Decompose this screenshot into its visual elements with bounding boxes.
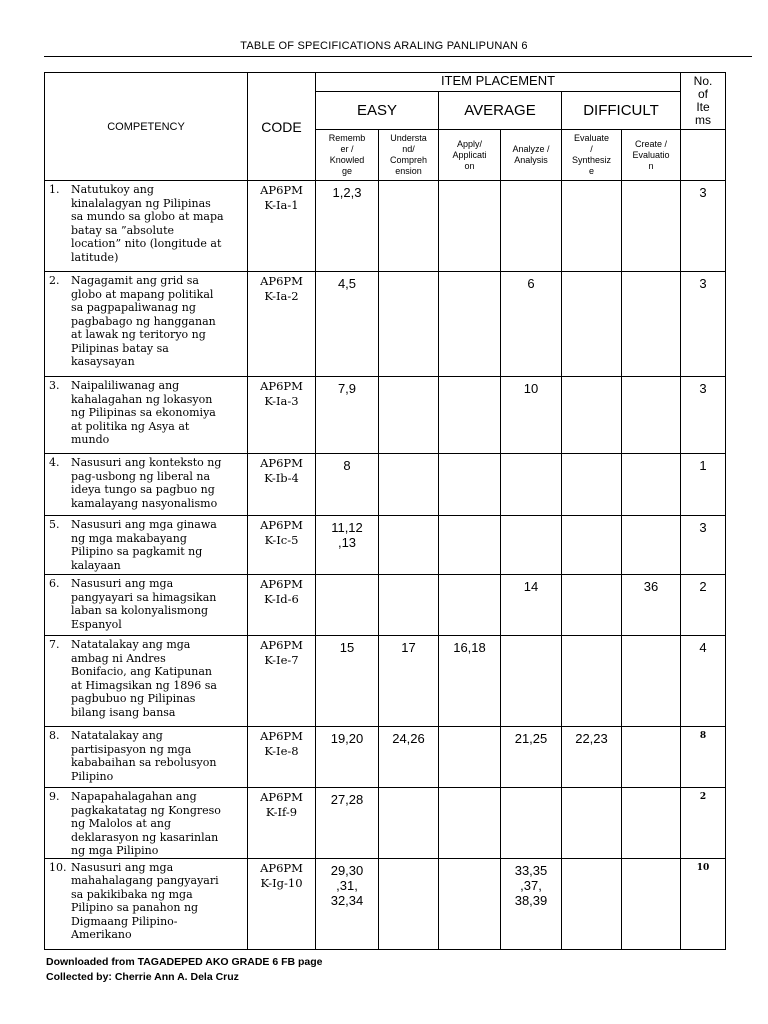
code-cell: AP6PM K-Ie-7 [248,636,316,727]
item-create-cell: 36 [622,575,681,636]
item-evaluate-cell [562,575,622,636]
no-of-items-cell: 3 [681,272,726,377]
item-apply-cell [439,788,501,859]
header-level-evaluate: Evaluate / Synthesiz e [562,130,622,181]
item-analyze-cell [501,636,562,727]
competency-text: Naipaliliwanag ang kahalagahan ng lokasyon ng Pilipinas sa ekonomiya at politika ng Asya at mundo [71,379,216,446]
item-create-cell [622,181,681,272]
table-row [45,788,726,859]
no-of-items-cell: 10 [681,858,726,949]
no-of-items-cell: 1 [681,454,726,516]
item-analyze-cell: 10 [501,377,562,454]
competency-cell [45,727,248,788]
no-of-items-cell: 8 [681,727,726,788]
item-remember-cell: 1,2,3 [316,181,379,272]
item-understand-cell [379,858,439,949]
item-analyze-cell [501,516,562,575]
item-understand-cell: 17 [379,636,439,727]
item-apply-cell [439,727,501,788]
competency-cell [45,516,248,575]
item-remember-cell: 19,20 [316,727,379,788]
competency-cell [45,454,248,516]
item-understand-cell [379,454,439,516]
code-cell: AP6PM K-Ia-1 [248,181,316,272]
table-row [45,516,726,575]
item-create-cell [622,272,681,377]
competency-number: 9. [49,790,60,803]
item-remember-cell [316,575,379,636]
item-evaluate-cell [562,377,622,454]
item-analyze-cell: 21,25 [501,727,562,788]
item-apply-cell [439,377,501,454]
header-no-of-items: No. of Ite ms [681,73,726,130]
item-understand-cell [379,788,439,859]
code-cell: AP6PM K-Ic-5 [248,516,316,575]
item-apply-cell [439,181,501,272]
header-easy: EASY [316,92,439,130]
item-remember-cell: 29,30 ,31, 32,34 [316,858,379,949]
code-cell: AP6PM K-Ia-2 [248,272,316,377]
item-understand-cell [379,181,439,272]
item-create-cell [622,636,681,727]
item-create-cell [622,377,681,454]
code-cell: AP6PM K-If-9 [248,788,316,859]
item-evaluate-cell: 22,23 [562,727,622,788]
header-level-blank [681,130,726,181]
code-cell: AP6PM K-Id-6 [248,575,316,636]
competency-text: Natatalakay ang partisipasyon ng mga kababaihan sa rebolusyon Pilipino [71,729,217,783]
header-difficult: DIFFICULT [562,92,681,130]
competency-cell [45,636,248,727]
table-row [45,858,726,949]
item-remember-cell: 8 [316,454,379,516]
header-competency: COMPETENCY [45,73,248,181]
competency-number: 5. [49,518,60,531]
item-evaluate-cell [562,272,622,377]
header-item-placement: ITEM PLACEMENT [316,73,681,92]
competency-text: Napapahalagahan ang pagkakatatag ng Kongreso ng Malolos at ang deklarasyon ng kasarinlan ng mga Pilipino [71,790,221,857]
competency-text: Nagagamit ang grid sa globo at mapang politikal sa pagpapaliwanag ng pagbabago ng hangganan at lawak ng teritoryo ng Pilipinas batay sa kasaysayan [71,274,216,368]
item-apply-cell [439,858,501,949]
item-evaluate-cell [562,454,622,516]
competency-text: Nasusuri ang mga mahahalagang pangyayari sa pakikibaka ng mga Pilipino sa panahon ng Digmaang Pilipino- Amerikano [71,860,219,941]
item-analyze-cell: 14 [501,575,562,636]
code-cell: AP6PM K-Ie-8 [248,727,316,788]
competency-number: 8. [49,729,60,742]
item-understand-cell: 24,26 [379,727,439,788]
header-level-analyze: Analyze / Analysis [501,130,562,181]
item-analyze-cell: 33,35 ,37, 38,39 [501,858,562,949]
code-cell: AP6PM K-Ia-3 [248,377,316,454]
table-row [45,636,726,727]
no-of-items-cell: 3 [681,181,726,272]
competency-cell [45,858,248,949]
competency-text: Nasusuri ang konteksto ng pag-usbong ng liberal na ideya tungo sa pagbuo ng kamalayang nasyonalismo [71,456,222,510]
no-of-items-cell: 2 [681,788,726,859]
footer-download-note: Downloaded from TAGADEPED AKO GRADE 6 FB page [46,956,323,968]
item-remember-cell: 4,5 [316,272,379,377]
header-level-understand: Understa nd/ Compreh ension [379,130,439,181]
header-level-remember: Rememb er / Knowled ge [316,130,379,181]
competency-text: Nasusuri ang mga pangyayari sa himagsikan laban sa kolonyalismong Espanyol [71,577,217,631]
item-create-cell [622,727,681,788]
table-row [45,454,726,516]
item-evaluate-cell [562,516,622,575]
header-level-create: Create / Evaluatio n [622,130,681,181]
footer-collected-by: Collected by: Cherrie Ann A. Dela Cruz [46,971,239,983]
table-row [45,181,726,272]
item-analyze-cell [501,181,562,272]
item-understand-cell [379,377,439,454]
item-create-cell [622,858,681,949]
table-row [45,272,726,377]
competency-cell [45,181,248,272]
no-of-items-cell: 3 [681,516,726,575]
item-create-cell [622,788,681,859]
item-evaluate-cell [562,788,622,859]
competency-text: Natatalakay ang mga ambag ni Andres Bonifacio, ang Katipunan at Himagsikan ng 1896 sa pagbubuo ng Pilipinas bilang isang bansa [71,638,217,719]
code-cell: AP6PM K-Ib-4 [248,454,316,516]
competency-number: 2. [49,274,60,287]
table-row [45,575,726,636]
no-of-items-cell: 4 [681,636,726,727]
page-title: TABLE OF SPECIFICATIONS ARALING PANLIPUNAN 6 [240,40,528,52]
competency-cell [45,272,248,377]
competency-number: 7. [49,638,60,651]
competency-number: 10. [49,860,67,874]
title-underline [44,56,752,57]
competency-cell [45,788,248,859]
competency-text: Nasusuri ang mga ginawa ng mga makabayang Pilipino sa pagkamit ng kalayaan [71,518,217,572]
item-apply-cell: 16,18 [439,636,501,727]
item-create-cell [622,454,681,516]
code-cell: AP6PM K-Ig-10 [248,858,316,949]
item-remember-cell: 11,12 ,13 [316,516,379,575]
item-remember-cell: 15 [316,636,379,727]
table-row [45,727,726,788]
competency-text: Natutukoy ang kinalalagyan ng Pilipinas sa mundo sa globo at mapa batay sa ”absolute location” nito (longitude at latitude) [71,183,224,264]
no-of-items-cell: 2 [681,575,726,636]
header-average: AVERAGE [439,92,562,130]
competency-number: 6. [49,577,60,590]
item-analyze-cell [501,454,562,516]
item-apply-cell [439,516,501,575]
competency-cell [45,575,248,636]
competency-number: 4. [49,456,60,469]
header-level-apply: Apply/ Applicati on [439,130,501,181]
competency-number: 3. [49,379,60,392]
item-understand-cell [379,516,439,575]
no-of-items-cell: 3 [681,377,726,454]
item-analyze-cell [501,788,562,859]
competency-number: 1. [49,183,60,196]
item-remember-cell: 27,28 [316,788,379,859]
competency-cell [45,377,248,454]
item-evaluate-cell [562,636,622,727]
specifications-table [44,72,726,950]
item-apply-cell [439,272,501,377]
item-create-cell [622,516,681,575]
item-understand-cell [379,575,439,636]
header-code: CODE [248,73,316,181]
item-evaluate-cell [562,858,622,949]
item-analyze-cell: 6 [501,272,562,377]
item-remember-cell: 7,9 [316,377,379,454]
table-row [45,377,726,454]
item-apply-cell [439,575,501,636]
item-evaluate-cell [562,181,622,272]
item-understand-cell [379,272,439,377]
item-apply-cell [439,454,501,516]
